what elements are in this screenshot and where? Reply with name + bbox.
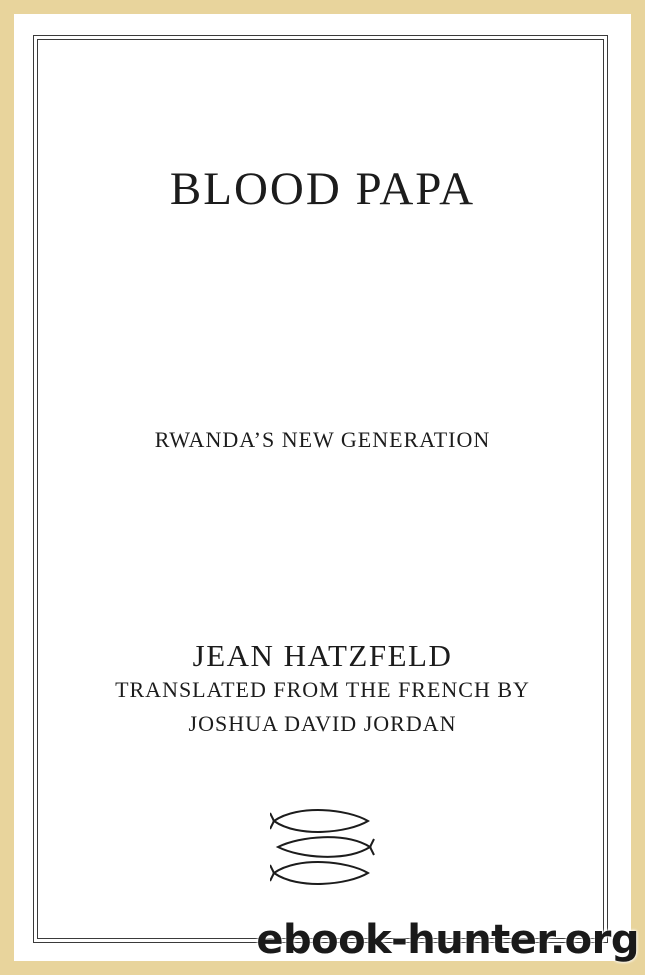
fish-bottom — [270, 862, 368, 884]
translation-credit: TRANSLATED FROM THE FRENCH BY — [115, 677, 530, 702]
book-title: BLOOD PAPA — [169, 163, 476, 215]
fish-middle — [278, 837, 374, 857]
three-fish-icon — [270, 806, 376, 888]
fish-top — [270, 810, 368, 832]
translator-name: JOSHUA DAVID JORDAN — [188, 711, 457, 736]
watermark-text: ebook-hunter.org — [256, 917, 639, 963]
book-subtitle: RWANDA’S NEW GENERATION — [154, 427, 491, 452]
author-name: JEAN HATZFELD — [192, 638, 453, 673]
